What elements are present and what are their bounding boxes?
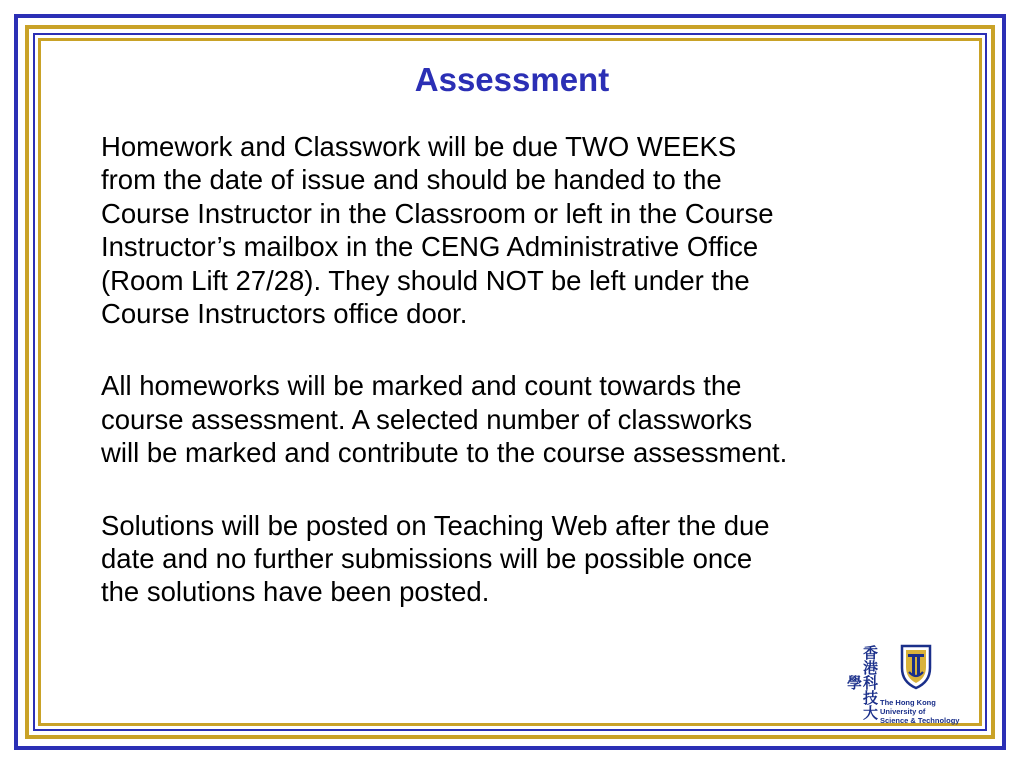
university-emblem-icon <box>898 642 934 690</box>
paragraph-marking: All homeworks will be marked and count towards the course assessment. A selected number of classworks will be marked and contribute to the course assessment. <box>101 370 788 469</box>
university-logo <box>845 638 968 725</box>
paragraph-solutions: Solutions will be posted on Teaching Web after the due date and no further submissions will be possible once the solutions have been posted. <box>101 509 770 608</box>
logo-english-name: The Hong Kong University of Science & Technology <box>880 698 960 725</box>
logo-chinese-name: 香港科技大學 <box>845 644 879 720</box>
slide-title: Assessment <box>414 61 610 98</box>
paragraph-submission: Homework and Classwork will be due TWO WEEKS from the date of issue and should be handed to the Course Instructor in the Classroom or left in the Course Instructor’s mailbox in the CENG Administrative Office (Room Lift 27/28). They should NOT be left under the Course Instructors office door. <box>101 131 774 330</box>
slide-body <box>101 130 981 648</box>
